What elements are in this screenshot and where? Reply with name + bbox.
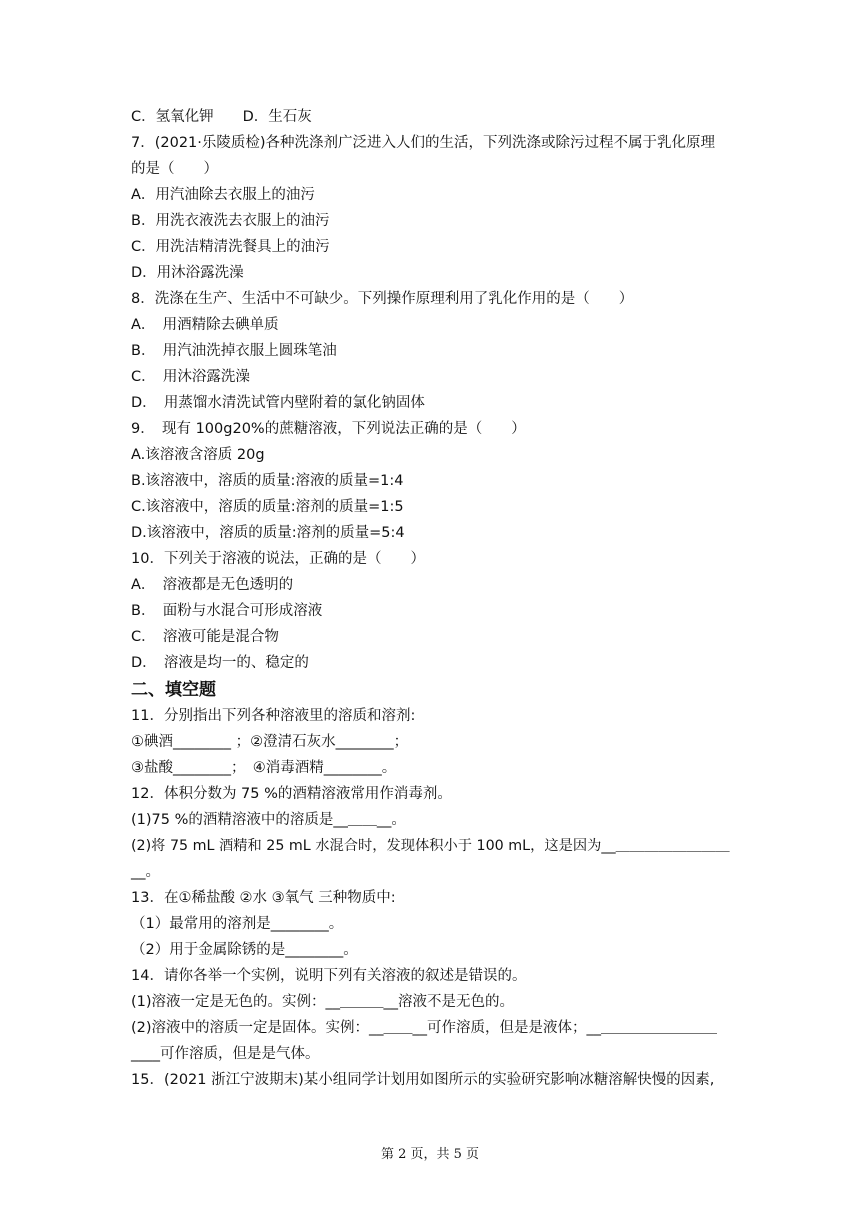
q8-option-d: D． 用蒸馏水清洗试管内壁附着的氯化钠固体: [131, 395, 425, 411]
q9-option-c: C.该溶液中，溶质的质量:溶剂的质量=1:5: [131, 499, 404, 515]
q8-option-c: C． 用沐浴露洗澡: [131, 369, 250, 385]
q7-option-c: C．用洗洁精清洗餐具上的油污: [131, 239, 330, 255]
q14-stem: 14．请你各举一个实例，说明下列有关溶液的叙述是错误的。: [131, 968, 527, 984]
q14-part-1: (1)溶液一定是无色的。实例：__＿＿＿__溶液不是无色的。: [131, 994, 515, 1010]
q12-part-2: (2)将 75 mL 酒精和 25 mL 水混合时，发现体积小于 100 mL，这是因为__＿＿＿＿＿＿＿＿: [131, 838, 730, 854]
q10-option-a: A． 溶液都是无色透明的: [131, 577, 294, 593]
q7-option-b: B．用洗衣液洗去衣服上的油污: [131, 213, 330, 229]
section-heading: 二、填空题: [131, 680, 216, 700]
q7-option-a: A．用汽油除去衣服上的油污: [131, 187, 315, 203]
q8-stem: 8．洗涤在生产、生活中不可缺少。下列操作原理利用了乳化作用的是（ ）: [131, 291, 634, 307]
q14-part-2: (2)溶液中的溶质一定是固体。实例：__＿＿__可作溶质，但是是液体；__＿＿＿＿＿＿＿＿: [131, 1020, 718, 1036]
q10-stem: 10．下列关于溶液的说法，正确的是（ ）: [131, 551, 425, 567]
q8-option-a: A． 用酒精除去碘单质: [131, 317, 279, 333]
q12-part-2-cont: __。: [131, 864, 160, 880]
q6-options-cd: C．氢氧化钾 D．生石灰: [131, 109, 312, 125]
q11-stem: 11．分别指出下列各种溶液里的溶质和溶剂:: [131, 708, 416, 724]
q9-option-d: D.该溶液中，溶质的质量:溶剂的质量=5:4: [131, 525, 405, 541]
q8-option-b: B． 用汽油洗掉衣服上圆珠笔油: [131, 343, 337, 359]
page-content: [131, 104, 731, 1093]
q14-part-2-cont: ____可作溶质，但是是气体。: [131, 1046, 320, 1062]
q10-option-c: C． 溶液可能是混合物: [131, 629, 279, 645]
q9-option-a: A.该溶液含溶质 20g: [131, 447, 265, 463]
q10-option-b: B． 面粉与水混合可形成溶液: [131, 603, 323, 619]
q11-blanks-1: ①碘酒________ ；②澄清石灰水________；: [131, 734, 409, 750]
q11-blanks-2: ③盐酸________； ④消毒酒精________。: [131, 760, 397, 776]
q13-part-2: （2）用于金属除锈的是________。: [131, 942, 358, 958]
q13-part-1: （1）最常用的溶剂是________。: [131, 916, 344, 932]
q12-part-1: (1)75 %的酒精溶液中的溶质是__＿＿__。: [131, 812, 406, 828]
q12-stem: 12．体积分数为 75 %的酒精溶液常用作消毒剂。: [131, 786, 452, 802]
q10-option-d: D． 溶液是均一的、稳定的: [131, 655, 309, 671]
q15-stem: 15．(2021 浙江宁波期末)某小组同学计划用如图所示的实验研究影响冰糖溶解快慢的因素,: [131, 1072, 715, 1088]
page-footer: 第 2 页，共 5 页: [380, 1147, 480, 1162]
q9-stem: 9． 现有 100g20%的蔗糖溶液，下列说法正确的是（ ）: [131, 421, 526, 437]
q13-stem: 13．在①稀盐酸 ②水 ③氧气 三种物质中:: [131, 890, 396, 906]
q9-option-b: B.该溶液中，溶质的质量:溶液的质量=1:4: [131, 473, 404, 489]
q7-option-d: D．用沐浴露洗澡: [131, 265, 244, 281]
q7-stem: 7．(2021·乐陵质检)各种洗涤剂广泛进入人们的生活，下列洗涤或除污过程不属于乳化原理: [131, 135, 716, 151]
q7-stem-cont: 的是（ ）: [131, 161, 218, 177]
